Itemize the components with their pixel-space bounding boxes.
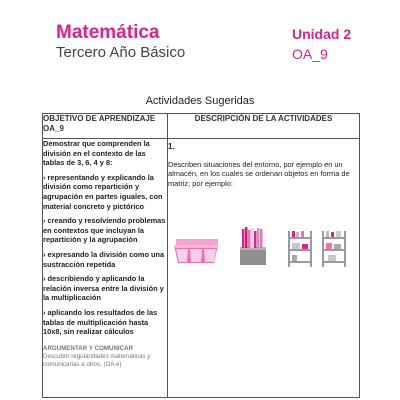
book-box-image — [240, 227, 266, 265]
pink-bins-image — [174, 239, 218, 263]
description-cell — [168, 139, 360, 398]
objective-bullet: › representando y explicando la división como repartición y agrupación en partes iguales, con material concreto y pictórico — [43, 172, 163, 211]
objective-intro: Demostrar que comprenden la división en el contexto de las tablas de 3, 6, 4 y 8: — [43, 139, 150, 168]
objective-bullet: › aplicando los resultados de las tablas de multiplicación hasta 10x8, sin realizar cálculos — [43, 307, 158, 337]
array-illustration — [168, 223, 356, 275]
objective-code: OA_9 — [292, 46, 328, 62]
section-title: Actividades Sugeridas — [145, 95, 255, 107]
skill-title: ARGUMENTAR Y COMUNICAR — [43, 344, 134, 352]
objective-bullet: › creando y resolviendo problemas en contextos que incluyan la repartición y la agrupación — [43, 216, 166, 245]
grade-subtitle: Tercero Año Básico — [56, 44, 186, 61]
activity-number: 1. — [168, 142, 175, 151]
table-row — [43, 139, 360, 398]
objective-bullet: › expresando la división como una sustracción repetida — [43, 249, 165, 269]
description-header: DESCRIPCIÓN DE LA ACTIVIDADES — [168, 114, 360, 139]
objective-cell — [43, 139, 168, 398]
table-header-row — [43, 114, 360, 139]
objective-header: OBJETIVO DE APRENDIZAJE OA_9 — [43, 114, 168, 139]
skill-text: Descubrir regularidades matemáticas y comunicarlas a otros. (OA e) — [43, 352, 151, 368]
objective-bullet: › describiendo y aplicando la relación inversa entre la división y la multiplicación — [43, 274, 164, 303]
activities-table — [42, 113, 360, 398]
subject-title: Matemática — [56, 22, 160, 43]
shelves-image — [288, 231, 346, 267]
unit-label: Unidad 2 — [292, 26, 352, 42]
activity-text: Describen situaciones del entorno, por ejemplo en un almacén, en los cuales se ordenan objetos en forma de matriz; por ejemplo: — [168, 159, 350, 188]
skill-note — [43, 345, 167, 369]
